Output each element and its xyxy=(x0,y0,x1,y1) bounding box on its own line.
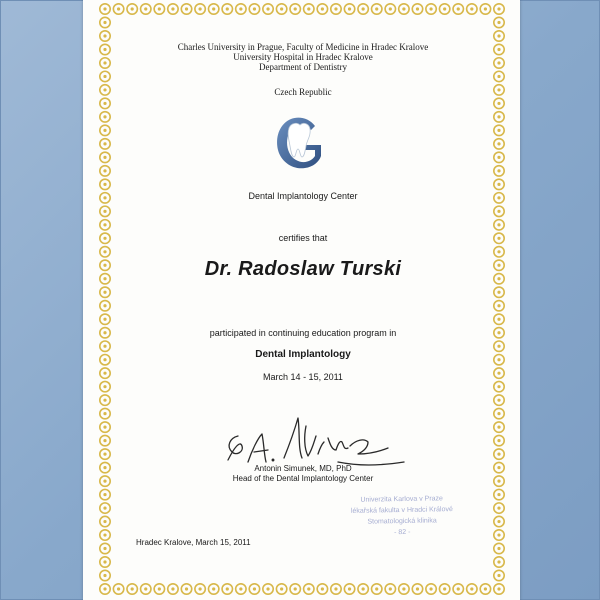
border-ornament-dot xyxy=(103,169,106,172)
border-ornament-dot xyxy=(497,304,500,307)
border-ornament-dot xyxy=(497,21,500,24)
border-ornament-dot xyxy=(103,358,106,361)
border-ornament-dot xyxy=(103,493,106,496)
tooth-g-logo-icon xyxy=(263,112,343,174)
border-ornament-dot xyxy=(497,291,500,294)
border-ornament-dot xyxy=(103,331,106,334)
border-ornament-dot xyxy=(103,250,106,253)
border-ornament-dot xyxy=(497,34,500,37)
border-ornament-dot xyxy=(103,196,106,199)
center-name: Dental Implantology Center xyxy=(248,191,358,201)
institution-line-3: Department of Dentistry xyxy=(259,62,347,72)
stamp-line-2: lékařská fakulta v Hradci Králové xyxy=(350,506,453,515)
stamp-line-1: Univerzita Karlova v Praze xyxy=(360,495,443,504)
border-ornament-dot xyxy=(497,129,500,132)
border-ornament-dot xyxy=(497,196,500,199)
border-ornament-dot xyxy=(103,574,106,577)
border-ornament-dot xyxy=(103,210,106,213)
border-ornament-dot xyxy=(497,574,500,577)
border-ornament-dot xyxy=(497,560,500,563)
border-ornament-dot xyxy=(103,587,106,590)
certifies-text: certifies that xyxy=(278,233,328,243)
border-ornament-dot xyxy=(497,115,500,118)
border-ornament-dot xyxy=(103,21,106,24)
border-ornament-dot xyxy=(103,506,106,509)
border-ornament-dot xyxy=(497,493,500,496)
border-ornament-dot xyxy=(497,169,500,172)
border-ornament-dot xyxy=(497,102,500,105)
border-ornament-dot xyxy=(497,7,500,10)
border-ornament-dot xyxy=(497,237,500,240)
border-ornament-dot xyxy=(497,506,500,509)
border-ornament-dot xyxy=(497,439,500,442)
certificate-content xyxy=(120,0,486,600)
border-ornament-dot xyxy=(497,250,500,253)
institution-line-2: University Hospital in Hradec Kralove xyxy=(233,52,373,62)
border-ornament-dot xyxy=(497,372,500,375)
stamp-line-3: Stomatologická klinika xyxy=(367,517,437,526)
border-ornament-dot xyxy=(103,223,106,226)
place-and-date: Hradec Kralove, March 15, 2011 xyxy=(136,538,251,547)
border-ornament-dot xyxy=(497,88,500,91)
border-ornament-dot xyxy=(497,183,500,186)
signer-title: Head of the Dental Implantology Center xyxy=(232,474,374,483)
border-ornament-dot xyxy=(103,479,106,482)
border-ornament-dot xyxy=(497,142,500,145)
border-ornament-dot xyxy=(103,291,106,294)
border-ornament-dot xyxy=(103,277,106,280)
handwritten-signature xyxy=(218,408,418,472)
border-ornament-dot xyxy=(103,372,106,375)
border-ornament-dot xyxy=(497,264,500,267)
border-ornament-dot xyxy=(497,547,500,550)
border-ornament-dot xyxy=(103,385,106,388)
border-ornament-dot xyxy=(497,318,500,321)
border-ornament-dot xyxy=(497,210,500,213)
border-ornament-dot xyxy=(103,237,106,240)
border-ornament-dot xyxy=(103,412,106,415)
program-name: Dental Implantology xyxy=(255,349,351,360)
border-ornament-dot xyxy=(103,61,106,64)
border-ornament-dot xyxy=(497,426,500,429)
border-ornament-dot xyxy=(497,533,500,536)
border-ornament-dot xyxy=(103,142,106,145)
signer-block xyxy=(120,464,486,484)
border-ornament-dot xyxy=(497,453,500,456)
border-ornament-dot xyxy=(103,399,106,402)
border-ornament-dot xyxy=(103,88,106,91)
border-ornament-dot xyxy=(103,7,106,10)
border-ornament-dot xyxy=(497,331,500,334)
border-ornament-dot xyxy=(103,115,106,118)
border-ornament-dot xyxy=(497,358,500,361)
border-ornament-dot xyxy=(103,129,106,132)
program-dates: March 14 - 15, 2011 xyxy=(263,372,343,382)
border-ornament-dot xyxy=(497,385,500,388)
country: Czech Republic xyxy=(274,87,332,97)
border-ornament-dot xyxy=(103,426,106,429)
border-ornament-dot xyxy=(497,277,500,280)
border-ornament-dot xyxy=(103,34,106,37)
border-ornament-dot xyxy=(103,75,106,78)
border-ornament-dot xyxy=(103,466,106,469)
institution-line-1: Charles University in Prague, Faculty of Medicine in Hradec Kralove xyxy=(177,42,429,52)
border-ornament-dot xyxy=(103,318,106,321)
border-ornament-dot xyxy=(497,479,500,482)
border-ornament-dot xyxy=(103,547,106,550)
border-ornament-dot xyxy=(103,560,106,563)
border-ornament-dot xyxy=(497,156,500,159)
border-ornament-dot xyxy=(497,75,500,78)
border-ornament-dot xyxy=(103,453,106,456)
border-ornament-dot xyxy=(497,412,500,415)
participation-text: participated in continuing education program in xyxy=(209,328,397,338)
border-ornament-dot xyxy=(497,587,500,590)
border-ornament-dot xyxy=(497,61,500,64)
border-ornament-dot xyxy=(103,102,106,105)
border-ornament-dot xyxy=(103,264,106,267)
border-ornament-dot xyxy=(103,304,106,307)
border-ornament-dot xyxy=(497,466,500,469)
border-ornament-dot xyxy=(103,48,106,51)
signer-name: Antonin Simunek, MD, PhD xyxy=(254,464,352,473)
border-ornament-dot xyxy=(497,520,500,523)
border-ornament-dot xyxy=(103,533,106,536)
recipient-name: Dr. Radoslaw Turski xyxy=(204,258,402,280)
official-stamp xyxy=(332,493,473,541)
border-ornament-dot xyxy=(103,345,106,348)
institution-block xyxy=(120,42,486,72)
border-ornament-dot xyxy=(103,183,106,186)
border-ornament-dot xyxy=(103,439,106,442)
border-ornament-dot xyxy=(497,399,500,402)
border-ornament-dot xyxy=(103,156,106,159)
border-ornament-dot xyxy=(497,48,500,51)
border-ornament-dot xyxy=(103,520,106,523)
border-ornament-dot xyxy=(497,345,500,348)
stamp-line-4: - 82 - xyxy=(394,528,411,537)
border-ornament-dot xyxy=(497,223,500,226)
